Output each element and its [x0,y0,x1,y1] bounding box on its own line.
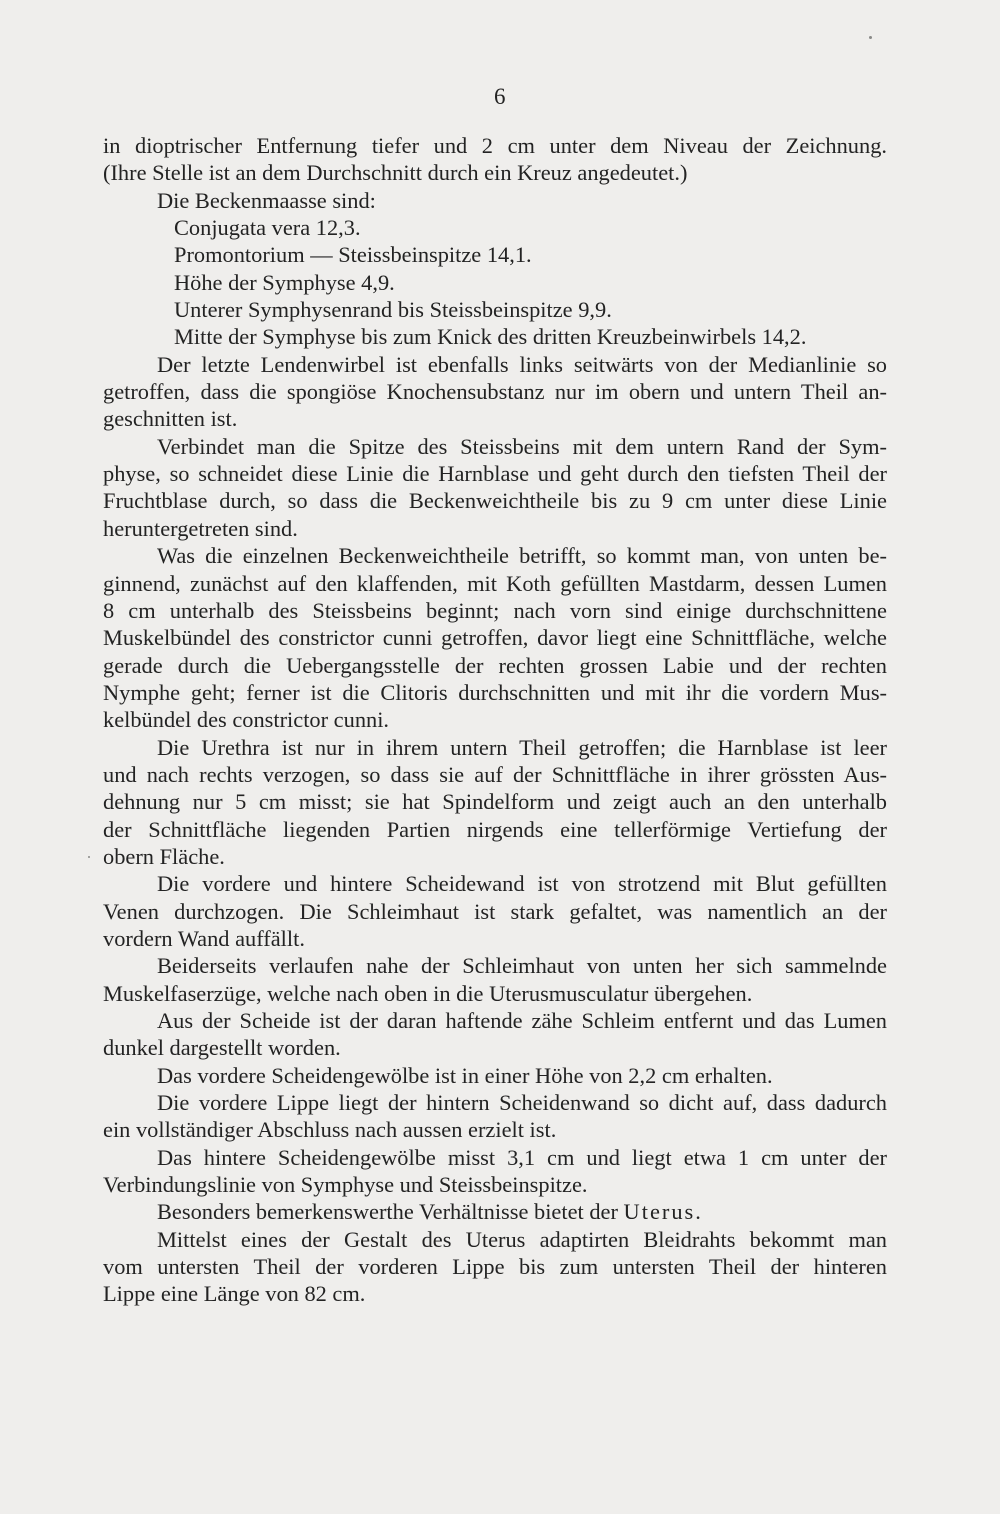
text-line: Muskelbündel des constrictor cunni getroffen, davor liegt eine Schnittfläche, welche [103,625,887,651]
text-line: Was die einzelnen Beckenweichtheile betrifft, so kommt man, von unten be- [157,543,887,569]
text-line: ein vollständiger Abschluss nach aussen erzielt ist. [103,1117,557,1143]
text-line: Conjugata vera 12,3. [174,215,361,241]
text-line: ginnend, zunächst auf den klaffenden, mit Koth gefüllten Mastdarm, dessen Lumen [103,570,887,596]
text-line: heruntergetreten sind. [103,515,298,541]
text-line: Die Beckenmaasse sind: [157,187,376,213]
text-line: Die vordere und hintere Scheidewand ist von strotzend mit Blut gefüllten [157,871,887,897]
text-line [103,1198,887,1225]
text-line: Mittelst eines der Gestalt des Uterus adaptirten Bleidrahts bekommt man [157,1226,887,1252]
text-line: vordern Wand auffällt. [103,925,305,951]
text-line: (Ihre Stelle ist an dem Durchschnitt durch ein Kreuz angedeutet.) [103,160,688,186]
text-line: Venen durchzogen. Die Schleimhaut ist stark gefaltet, was namentlich an der [103,898,887,924]
text-line: obern Fläche. [103,843,225,869]
text-line: gerade durch die Uebergangsstelle der rechten grossen Labie und der rechten [103,652,887,678]
text-line: physe, so schneidet diese Linie die Harnblase und geht durch den tiefsten Theil der [103,461,887,487]
dust-speck [88,856,90,858]
text-line: dunkel dargestellt worden. [103,1035,341,1061]
text-line: geschnitten ist. [103,406,238,432]
text-line: dehnung nur 5 cm misst; sie hat Spindelform und zeigt auch an den unterhalb [103,789,887,815]
emphasized-word: Uterus. [623,1199,703,1225]
page-number: 6 [494,84,506,109]
text-line: kelbündel des constrictor cunni. [103,707,390,733]
dust-speck [869,36,872,39]
text-line: Mitte der Symphyse bis zum Knick des dritten Kreuzbeinwirbels 14,2. [174,324,807,350]
text-line: Fruchtblase durch, so dass die Beckenweichtheile bis zu 9 cm unter diese Linie [103,488,887,514]
text-line: der Schnittfläche liegenden Partien nirgends eine tellerförmige Vertiefung der [103,816,887,842]
text-line: Muskelfaserzüge, welche nach oben in die Uterusmusculatur übergehen. [103,980,753,1006]
text-line: Der letzte Lendenwirbel ist ebenfalls links seitwärts von der Medianlinie so [157,351,887,377]
text-line: Beiderseits verlaufen nahe der Schleimhaut von unten her sich sammelnde [157,953,887,979]
text-line: 8 cm unterhalb des Steissbeins beginnt; nach vorn sind einige durchschnittene [103,597,887,623]
text-line: und nach rechts verzogen, so dass sie auf der Schnittfläche in ihrer grössten Aus- [103,761,887,787]
text-line: Unterer Symphysenrand bis Steissbeinspitze 9,9. [174,297,612,323]
text-line: Promontorium — Steissbeinspitze 14,1. [174,242,532,268]
text-line: Aus der Scheide ist der daran haftende zähe Schleim entfernt und das Lumen [157,1008,887,1033]
text-line: Höhe der Symphyse 4,9. [174,269,395,295]
text-line-segment: Besonders bemerkenswerthe Verhältnisse bietet der [157,1199,618,1225]
text-line: Verbindet man die Spitze des Steissbeins mit dem untern Rand der Sym- [157,433,887,459]
text-line: Das hintere Scheidengewölbe misst 3,1 cm und liegt etwa 1 cm unter der [157,1144,887,1170]
text-line: Die Urethra ist nur in ihrem untern Theil getroffen; die Harnblase ist leer [157,734,887,760]
text-line: Das vordere Scheidengewölbe ist in einer Höhe von 2,2 cm erhalten. [157,1062,773,1088]
text-line: getroffen, dass die spongiöse Knochensubstanz nur im obern und untern Theil an- [103,379,887,405]
body-text [103,132,887,1308]
text-line: Nymphe geht; ferner ist die Clitoris durchschnitten und mit ihr die vordern Mus- [103,679,887,705]
text-line: Lippe eine Länge von 82 cm. [103,1281,366,1307]
text-line: in dioptrischer Entfernung tiefer und 2 cm unter dem Niveau der Zeichnung. [103,133,887,158]
text-line: Verbindungslinie von Symphyse und Steissbeinspitze. [103,1172,588,1198]
text-line: vom untersten Theil der vorderen Lippe bis zum untersten Theil der hinteren [103,1254,887,1280]
text-line: Die vordere Lippe liegt der hintern Scheidenwand so dicht auf, dass dadurch [157,1090,887,1116]
